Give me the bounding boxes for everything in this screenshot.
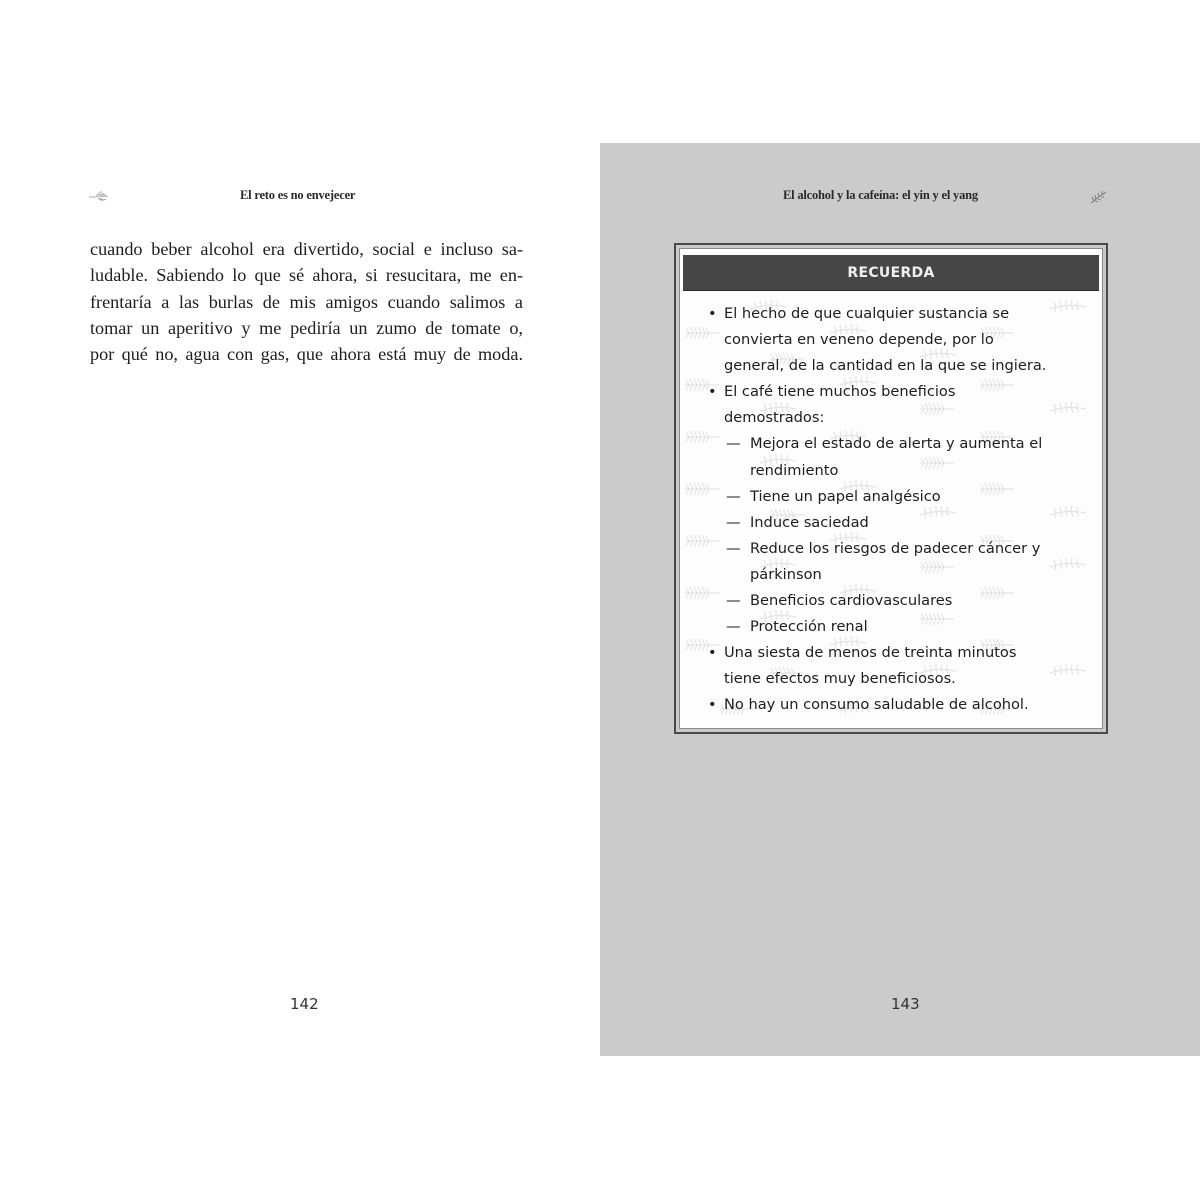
dash-icon: — <box>726 618 741 636</box>
recuerda-inner-panel <box>679 248 1103 729</box>
left-page <box>0 143 600 1056</box>
text-line: ludable. Sabiendo lo que sé ahora, si resucitara, me en- <box>90 265 523 286</box>
bullet-icon: • <box>708 696 717 714</box>
dash-icon: — <box>726 592 741 610</box>
list-item <box>704 692 1094 718</box>
item-line: tiene efectos muy beneficiosos. <box>724 670 956 688</box>
item-line: convierta en veneno depende, por lo <box>724 331 994 349</box>
leaf-sprig-icon <box>1088 189 1110 205</box>
sub-list-item <box>724 536 1094 588</box>
item-line: rendimiento <box>750 461 839 479</box>
item-line: El café tiene muchos beneficios <box>724 383 956 401</box>
recuerda-header <box>683 255 1099 291</box>
page-number: 143 <box>891 995 920 1013</box>
item-line: El hecho de que cualquier sustancia se <box>724 305 1010 322</box>
dash-icon: — <box>726 539 741 557</box>
dash-icon: — <box>726 435 741 453</box>
sub-list-item <box>724 510 1094 536</box>
body-paragraph <box>90 236 523 367</box>
dash-icon: — <box>726 487 741 505</box>
recuerda-title: RECUERDA <box>847 264 935 281</box>
item-line: Mejora el estado de alerta y aumenta el <box>750 435 1043 453</box>
item-line: Tiene un papel analgésico <box>750 487 941 505</box>
item-line: general, de la cantidad en la que se ingiera. <box>724 357 1047 375</box>
running-head: El alcohol y la cafeína: el yin y el yang <box>783 188 978 202</box>
item-line: Reduce los riesgos de padecer cáncer y <box>750 539 1041 557</box>
recuerda-box <box>674 243 1108 734</box>
recuerda-list <box>704 301 1094 719</box>
list-item <box>704 640 1094 692</box>
sub-list <box>724 431 1094 640</box>
list-item <box>704 379 1094 640</box>
dash-icon: — <box>726 513 741 531</box>
text-line: por qué no, agua con gas, que ahora está muy de moda. <box>90 344 523 365</box>
item-line: Una siesta de menos de treinta minutos <box>724 644 1017 662</box>
sub-list-item <box>724 614 1094 640</box>
sub-list-item <box>724 431 1094 483</box>
page-number: 142 <box>290 995 319 1013</box>
item-line: párkinson <box>750 565 822 583</box>
text-line: cuando beber alcohol era divertido, social e incluso sa- <box>90 239 523 259</box>
item-line: Beneficios cardiovasculares <box>750 592 953 610</box>
list-item <box>704 301 1094 379</box>
sub-list-item <box>724 588 1094 614</box>
item-line: No hay un consumo saludable de alcohol. <box>724 696 1029 714</box>
leaf-sprig-icon <box>88 189 112 203</box>
text-line: frentaría a las burlas de mis amigos cuando salimos a <box>90 291 523 312</box>
right-page <box>600 143 1200 1056</box>
bullet-icon: • <box>708 383 717 401</box>
sub-list-item <box>724 484 1094 510</box>
item-line: demostrados: <box>724 409 825 427</box>
running-head: El reto es no envejecer <box>240 188 356 202</box>
text-line: tomar un aperitivo y me pediría un zumo de tomate o, <box>90 317 523 338</box>
item-line: Protección renal <box>750 618 868 636</box>
bullet-icon: • <box>708 644 717 662</box>
bullet-icon: • <box>708 305 717 322</box>
item-line: Induce saciedad <box>750 513 869 531</box>
